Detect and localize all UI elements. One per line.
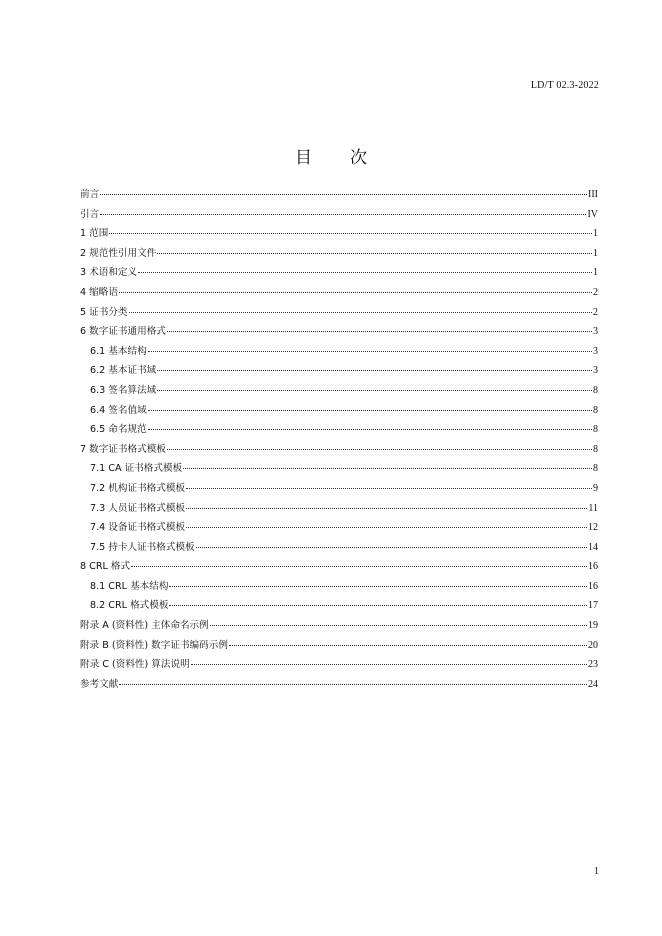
toc-entry-page: 12 <box>588 522 598 534</box>
dot-leader <box>157 390 592 391</box>
toc-entry[interactable] <box>80 441 598 461</box>
dot-leader <box>196 547 587 548</box>
toc-entry-label: 1 范围 <box>80 228 109 240</box>
dot-leader <box>169 586 587 587</box>
toc-entry[interactable] <box>80 382 598 402</box>
toc-entry-label: 7.4 设备证书格式模板 <box>90 522 186 534</box>
toc-entry[interactable] <box>80 225 598 245</box>
toc-entry-label: 7 数字证书格式模板 <box>80 443 166 455</box>
toc-entry[interactable] <box>80 539 598 559</box>
toc-entry[interactable] <box>80 480 598 500</box>
toc-entry[interactable] <box>80 519 598 539</box>
toc-entry[interactable] <box>80 343 598 363</box>
toc-entry-page: 24 <box>588 678 598 690</box>
toc-entry-label: 7.3 人员证书格式模板 <box>90 502 186 514</box>
toc-entry[interactable] <box>80 264 598 284</box>
toc-entry-page: 19 <box>588 620 598 632</box>
toc-entry[interactable] <box>80 656 598 676</box>
toc-entry[interactable] <box>80 617 598 637</box>
toc-entry-page: 1 <box>593 228 598 240</box>
toc-entry-label: 7.5 持卡人证书格式模板 <box>90 541 195 553</box>
toc-entry-label: 8 CRL 格式 <box>80 561 131 573</box>
toc-entry[interactable] <box>80 245 598 265</box>
toc-entry-label: 7.2 机构证书格式模板 <box>90 482 186 494</box>
document-code: LD/T 02.3-2022 <box>530 80 599 91</box>
toc-entry[interactable] <box>80 500 598 520</box>
toc-entry-page: 8 <box>593 463 598 475</box>
toc-entry[interactable] <box>80 402 598 422</box>
toc-entry[interactable] <box>80 578 598 598</box>
toc-entry[interactable] <box>80 637 598 657</box>
dot-leader <box>186 527 587 528</box>
dot-leader <box>191 664 587 665</box>
toc-entry-page: 14 <box>588 541 598 553</box>
toc-entry-page: 8 <box>593 424 598 436</box>
toc-entry-page: 20 <box>588 639 598 651</box>
toc-entry-label: 4 缩略语 <box>80 286 118 298</box>
toc-entry-label: 6.2 基本证书域 <box>90 365 157 377</box>
toc-entry[interactable] <box>80 304 598 324</box>
dot-leader <box>100 194 587 195</box>
dot-leader <box>109 233 592 234</box>
toc-entry-label: 6 数字证书通用格式 <box>80 326 166 338</box>
dot-leader <box>210 625 587 626</box>
toc-entry-label: 附录 A (资料性) 主体命名示例 <box>80 620 209 632</box>
toc-entry-page: 3 <box>593 365 598 377</box>
dot-leader <box>167 331 592 332</box>
toc-entry-label: 2 规范性引用文件 <box>80 247 157 259</box>
toc-entry-page: III <box>588 189 598 200</box>
toc-entry-page: 9 <box>593 482 598 494</box>
dot-leader <box>169 605 587 606</box>
dot-leader <box>119 684 587 685</box>
toc-entry-label: 6.1 基本结构 <box>90 345 147 357</box>
toc-entry-label: 5 证书分类 <box>80 306 128 318</box>
toc-entry[interactable] <box>80 206 598 226</box>
toc-entry-page: 23 <box>588 659 598 671</box>
toc-entry-page: 17 <box>588 600 598 612</box>
dot-leader <box>148 410 592 411</box>
page-title: 目次 <box>295 148 405 169</box>
toc-entry[interactable] <box>80 676 598 696</box>
toc-entry-page: 1 <box>593 267 598 279</box>
toc-entry-page: 2 <box>593 286 598 298</box>
toc-entry-label: 6.3 签名算法域 <box>90 384 157 396</box>
dot-leader <box>186 488 592 489</box>
toc-entry-label: 前言 <box>80 189 100 200</box>
dot-leader <box>183 468 592 469</box>
toc-entry-label: 3 术语和定义 <box>80 267 138 279</box>
toc-entry-label: 8.2 CRL 格式模板 <box>90 600 169 612</box>
toc-entry-label: 引言 <box>80 208 100 220</box>
toc-entry-page: 8 <box>593 443 598 455</box>
toc-entry-page: 8 <box>593 384 598 396</box>
toc-entry-page: 1 <box>593 247 598 259</box>
toc-entry-page: 2 <box>593 306 598 318</box>
toc-entry-page: 8 <box>593 404 598 416</box>
table-of-contents <box>80 186 598 695</box>
toc-entry-label: 附录 B (资料性) 数字证书编码示例 <box>80 639 228 651</box>
dot-leader <box>100 214 586 215</box>
page-number: 1 <box>594 866 599 877</box>
toc-entry-page: 3 <box>593 345 598 357</box>
dot-leader <box>229 645 587 646</box>
dot-leader <box>157 253 592 254</box>
toc-entry-label: 6.4 签名值域 <box>90 404 147 416</box>
dot-leader <box>157 370 592 371</box>
toc-entry-page: 16 <box>588 561 598 573</box>
dot-leader <box>119 292 592 293</box>
toc-entry[interactable] <box>80 323 598 343</box>
dot-leader <box>148 429 592 430</box>
dot-leader <box>138 272 592 273</box>
dot-leader <box>186 508 587 509</box>
toc-entry-label: 附录 C (资料性) 算法说明 <box>80 659 190 671</box>
toc-entry[interactable] <box>80 421 598 441</box>
toc-entry[interactable] <box>80 186 598 206</box>
toc-entry-page: 16 <box>588 580 598 592</box>
toc-entry-page: IV <box>587 208 598 220</box>
dot-leader <box>131 566 587 567</box>
toc-entry-label: 8.1 CRL 基本结构 <box>90 580 169 592</box>
dot-leader <box>167 449 592 450</box>
toc-entry-page: 11 <box>588 502 598 514</box>
toc-entry[interactable] <box>80 597 598 617</box>
toc-entry-label: 参考文献 <box>80 678 119 690</box>
toc-entry-label: 7.1 CA 证书格式模板 <box>90 463 183 475</box>
toc-entry-label: 6.5 命名规范 <box>90 424 147 436</box>
dot-leader <box>148 351 592 352</box>
dot-leader <box>129 312 592 313</box>
toc-entry[interactable] <box>80 362 598 382</box>
toc-entry[interactable] <box>80 460 598 480</box>
toc-entry[interactable] <box>80 284 598 304</box>
toc-entry[interactable] <box>80 558 598 578</box>
toc-entry-page: 3 <box>593 326 598 338</box>
